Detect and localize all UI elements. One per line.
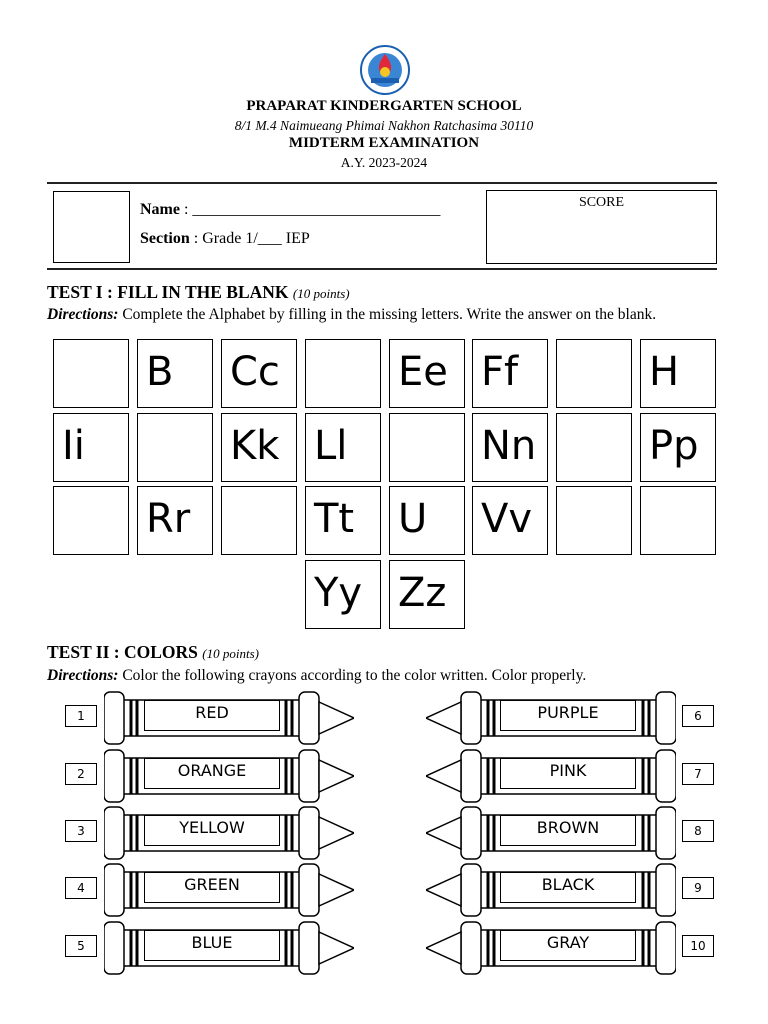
letter-cell [305, 560, 381, 629]
section-field[interactable] [140, 230, 310, 248]
letter-cell [305, 486, 381, 555]
crayon-number: 6 [682, 705, 714, 727]
letter-cell [389, 339, 465, 408]
school-name: PRAPARAT KINDERGARTEN SCHOOL [246, 98, 522, 114]
crayon-label: YELLOW [144, 815, 280, 846]
directions-label: Directions: [47, 306, 119, 323]
letter-text: Ff [481, 349, 519, 395]
letter-text: Pp [649, 423, 699, 469]
letter-cell [221, 339, 297, 408]
crayon[interactable] [426, 805, 676, 861]
divider [47, 268, 717, 270]
blank-letter-cell[interactable] [556, 413, 632, 482]
letter-cell [472, 486, 548, 555]
blank-letter-cell[interactable] [389, 413, 465, 482]
letter-cell [640, 339, 716, 408]
directions-text: Complete the Alphabet by filling in the missing letters. Write the answer on the blank. [118, 306, 657, 323]
crayon-label: PINK [500, 758, 636, 789]
school-crest-icon [359, 44, 411, 96]
crayon[interactable] [104, 748, 354, 804]
letter-text: Kk [230, 423, 280, 469]
letter-text: Cc [230, 349, 280, 395]
score-box [486, 190, 717, 264]
academic-year: A.Y. 2023-2024 [340, 155, 428, 170]
crayon-label: BLUE [144, 930, 280, 961]
section-label: Section [140, 230, 190, 247]
letter-cell [305, 413, 381, 482]
divider [47, 182, 717, 184]
test1-directions [47, 306, 656, 324]
test2-title-text: TEST II : COLORS [47, 642, 198, 662]
blank-letter-cell[interactable] [556, 339, 632, 408]
crayon-label: GREEN [144, 872, 280, 903]
letter-text: Yy [314, 570, 363, 616]
crayon-label: PURPLE [500, 700, 636, 731]
crayon-number: 10 [682, 935, 714, 957]
letter-text: Ll [314, 423, 348, 469]
test1-title [47, 282, 350, 303]
letter-cell [640, 413, 716, 482]
crayon-label: ORANGE [144, 758, 280, 789]
letter-text: Rr [146, 496, 191, 542]
crayon-label: RED [144, 700, 280, 731]
crayon[interactable] [104, 920, 354, 976]
blank-letter-cell[interactable] [137, 413, 213, 482]
crayon-number: 1 [65, 705, 97, 727]
score-label: SCORE [578, 195, 625, 210]
name-blank: : _______________________________ [179, 201, 441, 218]
school-address: 8/1 M.4 Naimueang Phimai Nakhon Ratchasima 30110 [234, 118, 534, 133]
directions-label: Directions: [47, 667, 119, 684]
crayon-number: 4 [65, 877, 97, 899]
letter-text: Ii [62, 423, 85, 469]
letter-text: Ee [398, 349, 448, 395]
crayon-number: 7 [682, 763, 714, 785]
crayon[interactable] [426, 862, 676, 918]
test1-title-text: TEST I : FILL IN THE BLANK [47, 282, 289, 302]
crayon-number: 9 [682, 877, 714, 899]
blank-letter-cell[interactable] [640, 486, 716, 555]
photo-box [53, 191, 130, 263]
crayon-number: 2 [65, 763, 97, 785]
name-field[interactable] [140, 201, 440, 219]
blank-letter-cell[interactable] [221, 486, 297, 555]
blank-letter-cell[interactable] [53, 486, 129, 555]
crayon-label: GRAY [500, 930, 636, 961]
blank-letter-cell[interactable] [305, 339, 381, 408]
crayon-label: BROWN [500, 815, 636, 846]
test2-title [47, 642, 259, 663]
exam-title: MIDTERM EXAMINATION [288, 135, 480, 151]
test2-directions [47, 667, 586, 685]
letter-text: Nn [481, 423, 537, 469]
test1-points: (10 points) [292, 286, 350, 301]
letter-text: H [649, 349, 680, 395]
letter-cell [472, 413, 548, 482]
letter-cell [221, 413, 297, 482]
crayon[interactable] [104, 805, 354, 861]
letter-text: Tt [314, 496, 355, 542]
blank-letter-cell[interactable] [556, 486, 632, 555]
letter-text: Vv [481, 496, 533, 542]
name-label: Name [140, 201, 180, 218]
letter-text: Zz [398, 570, 447, 616]
crayon[interactable] [104, 862, 354, 918]
crayon[interactable] [104, 690, 354, 746]
crayon-number: 3 [65, 820, 97, 842]
section-value: : Grade 1/___ IEP [189, 230, 310, 247]
crayon[interactable] [426, 920, 676, 976]
letter-cell [137, 486, 213, 555]
letter-cell [389, 560, 465, 629]
crayon-number: 5 [65, 935, 97, 957]
blank-letter-cell[interactable] [53, 339, 129, 408]
crayon[interactable] [426, 690, 676, 746]
test2-points: (10 points) [202, 646, 259, 661]
letter-cell [137, 339, 213, 408]
letter-text: U [398, 496, 428, 542]
crayon-number: 8 [682, 820, 714, 842]
crayon[interactable] [426, 748, 676, 804]
letter-cell [53, 413, 129, 482]
crayon-label: BLACK [500, 872, 636, 903]
letter-cell [389, 486, 465, 555]
letter-text: B [146, 349, 174, 395]
letter-cell [472, 339, 548, 408]
directions-text: Color the following crayons according to the color written. Color properly. [118, 667, 587, 684]
